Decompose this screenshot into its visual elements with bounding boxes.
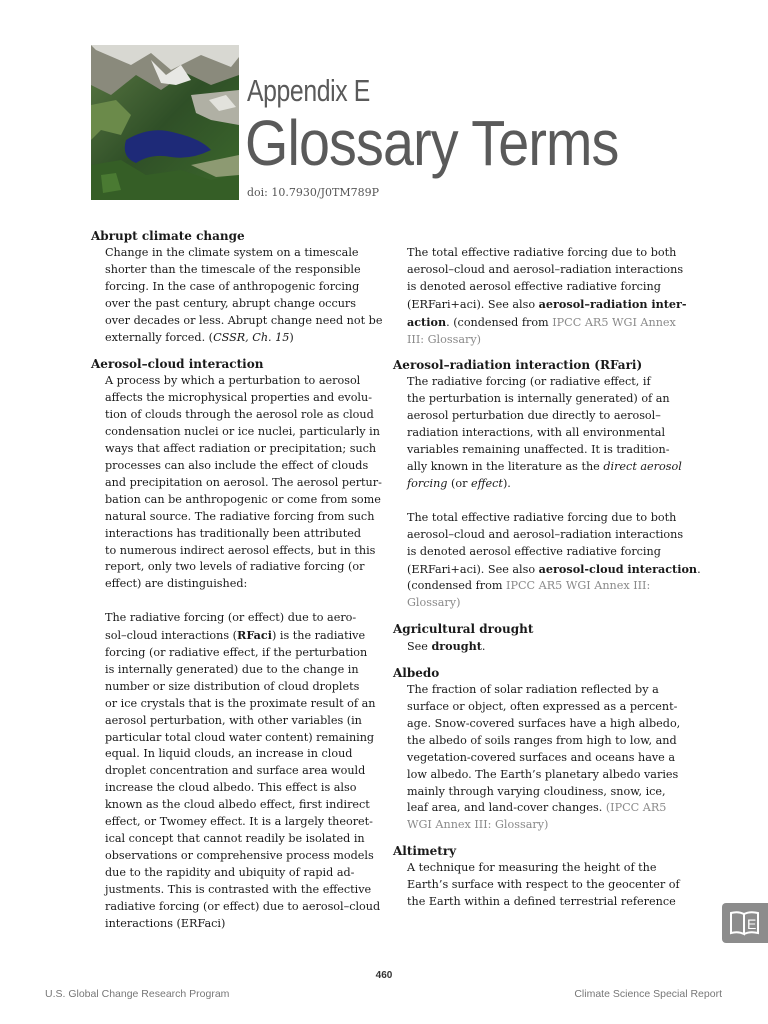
source-link[interactable]: IPCC AR5 WGI Annex III:: [506, 579, 651, 593]
definition-line: affects the microphysical properties and evolu-: [105, 391, 372, 405]
page-number: 460: [375, 970, 393, 981]
term-heading: Aerosol–radiation interaction (RFari): [393, 358, 643, 373]
definition-line: [407, 561, 701, 579]
definition-line: The total effective radiative forcing due to both: [407, 510, 677, 524]
left-column: [91, 228, 381, 932]
text-run: (or: [447, 476, 471, 490]
definition-line: [105, 330, 381, 347]
bold-term: RFaci: [237, 628, 272, 643]
text-run: (ERFari+aci). See also: [407, 562, 539, 576]
definition-line: radiative forcing (or effect) due to aerosol–cloud: [105, 899, 381, 913]
definition-line: [407, 296, 687, 314]
cross-reference[interactable]: action: [407, 314, 447, 329]
source-link[interactable]: Glossary): [407, 596, 461, 610]
definition-line: low albedo. The Earth’s planetary albedo varies: [407, 767, 679, 781]
definition-line: ways that affect radiation or precipitation; such: [105, 442, 377, 456]
source-link[interactable]: IPCC AR5 WGI Annex: [552, 315, 676, 329]
definition-line: surface or object, often expressed as a percent-: [407, 700, 678, 714]
text-run: sol–cloud interactions (: [105, 629, 238, 643]
definition-line: tion of clouds through the aerosol role as cloud: [105, 408, 374, 422]
definition-line: processes can also include the effect of clouds: [105, 458, 369, 472]
appendix-tab[interactable]: [722, 903, 768, 943]
definition-line: forcing. In the case of anthropogenic forcing: [105, 279, 360, 293]
definition-line: equal. In liquid clouds, an increase in cloud: [105, 747, 353, 761]
term-definition: [407, 374, 701, 612]
term-definition: [407, 860, 683, 911]
term-definition: [105, 373, 381, 932]
definition-line: [407, 800, 683, 817]
definition-line: or ice crystals that is the proximate result of an: [105, 696, 376, 710]
source-link[interactable]: III: Glossary): [407, 332, 482, 346]
definition-line: bation can be anthropogenic or come from some: [105, 492, 381, 506]
definition-line: [105, 627, 381, 645]
text-run: (condensed from: [407, 579, 507, 593]
text-run: . (condensed from: [446, 315, 553, 329]
term-definition: [105, 245, 381, 346]
doi-link[interactable]: doi: 10.7930/J0TM789P: [247, 186, 379, 199]
definition-line: interactions has traditionally been attributed: [105, 526, 362, 540]
definition-line: age. Snow-covered surfaces have a high albedo,: [407, 716, 681, 730]
definition-line: [407, 578, 683, 595]
definition-line: and precipitation on aerosol. The aerosol pertur-: [105, 475, 382, 489]
definition-line: the albedo of soils ranges from high to low, and: [407, 733, 677, 747]
definition-line: is internally generated) due to the change in: [105, 662, 359, 676]
definition-line: known as the cloud albedo effect, first indirect: [105, 798, 370, 812]
text-run: leaf area, and land-cover changes.: [407, 801, 606, 815]
term-heading: Abrupt climate change: [91, 229, 245, 243]
definition-line: variables remaining unaffected. It is tradition-: [407, 443, 670, 457]
source-link[interactable]: WGI Annex III: Glossary): [407, 818, 549, 832]
definition-line: condensation nuclei or ice nuclei, particularly in: [105, 425, 380, 439]
footer-report-title: Climate Science Special Report: [574, 988, 722, 1000]
book-icon: [728, 909, 762, 937]
definition-line: to numerous indirect aerosol effects, but in this: [105, 543, 376, 557]
definition-line: [407, 638, 683, 656]
definition-line: is denoted aerosol effective radiative forcing: [407, 544, 661, 558]
definition-line: is denoted aerosol effective radiative forcing: [407, 279, 661, 293]
text-run: externally forced. (: [105, 330, 214, 344]
text-run: ) is the radiative: [271, 629, 366, 643]
definition-line: observations or comprehensive process models: [105, 848, 374, 862]
definition-line: report, only two levels of radiative forcing (or: [105, 560, 365, 574]
definition-line: ical concept that cannot readily be isolated in: [105, 832, 365, 845]
italic-term: direct aerosol: [603, 459, 682, 473]
term-definition: [407, 638, 683, 656]
definition-line: effect, or Twomey effect. It is a largely theoret-: [105, 815, 373, 829]
definition-line: increase the cloud albedo. This effect is also: [105, 781, 357, 795]
definition-line: forcing (or radiative effect, if the perturbation: [105, 646, 368, 660]
definition-line: over the past century, abrupt change occurs: [105, 296, 357, 310]
term-heading: Albedo: [393, 666, 440, 681]
definition-line: justments. This is contrasted with the effective: [105, 882, 372, 896]
definition-line: The radiative forcing (or effect) due to aero-: [105, 611, 357, 625]
term-heading: Agricultural drought: [393, 622, 534, 637]
definition-line: due to the rapidity and ubiquity of rapid ad-: [105, 865, 355, 879]
cross-reference[interactable]: aerosol–radiation inter-: [538, 296, 687, 311]
definition-line: over decades or less. Abrupt change need not be: [105, 313, 383, 327]
definition-line: radiation interactions, with all environmental: [407, 426, 666, 440]
cross-reference[interactable]: aerosol-cloud interaction: [538, 561, 698, 576]
appendix-label: Appendix E: [247, 73, 370, 108]
text-run: .: [481, 640, 486, 654]
definition-line: The total effective radiative forcing due to both: [407, 246, 677, 259]
definition-line: [407, 314, 683, 332]
definition-line: A process by which a perturbation to aerosol: [105, 374, 361, 388]
definition-line: natural source. The radiative forcing from such: [105, 509, 375, 523]
text-run: See: [407, 640, 432, 654]
definition-line: [407, 476, 683, 493]
definition-line: Change in the climate system on a timescale: [105, 246, 359, 259]
text-run: ally known in the literature as the: [407, 459, 604, 473]
header-satellite-image: [91, 45, 239, 200]
tab-letter: E: [747, 916, 757, 932]
definition-line: The fraction of solar radiation reflected by a: [407, 683, 659, 697]
text-run: ).: [502, 476, 511, 490]
cross-reference[interactable]: drought: [431, 639, 482, 654]
definition-line: particular total cloud water content) remaining: [105, 730, 375, 744]
term-definition-continued: [407, 245, 687, 348]
source-link[interactable]: (IPCC AR5: [605, 801, 667, 815]
definition-line: the perturbation is internally generated) of an: [407, 392, 670, 406]
definition-line: shorter than the timescale of the responsible: [105, 262, 361, 276]
italic-term: effect: [471, 476, 503, 490]
definition-line: droplet concentration and surface area would: [105, 764, 366, 778]
italic-term: forcing: [407, 476, 448, 490]
term-definition: [407, 682, 683, 834]
definition-line: [407, 459, 683, 476]
definition-line: number or size distribution of cloud droplets: [105, 679, 360, 693]
footer-publisher: U.S. Global Change Research Program: [45, 988, 230, 1000]
definition-line: aerosol–cloud and aerosol–radiation interactions: [407, 262, 684, 276]
citation-ref: CSSR, Ch. 15: [213, 330, 290, 344]
definition-line: A technique for measuring the height of the: [407, 861, 657, 875]
text-run: (ERFari+aci). See also: [407, 297, 539, 311]
term-heading: Aerosol–cloud interaction: [91, 357, 264, 372]
definition-line: aerosol–cloud and aerosol–radiation interactions: [407, 527, 684, 541]
definition-line: effect) are distinguished:: [105, 577, 248, 591]
definition-line: Earth’s surface with respect to the geocenter of: [407, 878, 680, 892]
definition-line: vegetation-covered surfaces and oceans have a: [407, 750, 676, 764]
definition-line: The radiative forcing (or radiative effect, if: [407, 375, 651, 389]
definition-line: aerosol perturbation due directly to aerosol–: [407, 409, 661, 423]
definition-line: interactions (ERFaci): [105, 916, 226, 930]
right-column: [393, 228, 701, 911]
term-heading: Altimetry: [393, 844, 457, 859]
page-title: Glossary Terms: [245, 107, 619, 179]
definition-line: mainly through varying cloudiness, snow, ice,: [407, 784, 666, 798]
text-run: ): [289, 330, 294, 344]
text-run: .: [697, 562, 701, 576]
definition-line: the Earth within a defined terrestrial reference: [407, 895, 676, 909]
definition-line: aerosol perturbation, with other variables (in: [105, 713, 362, 727]
